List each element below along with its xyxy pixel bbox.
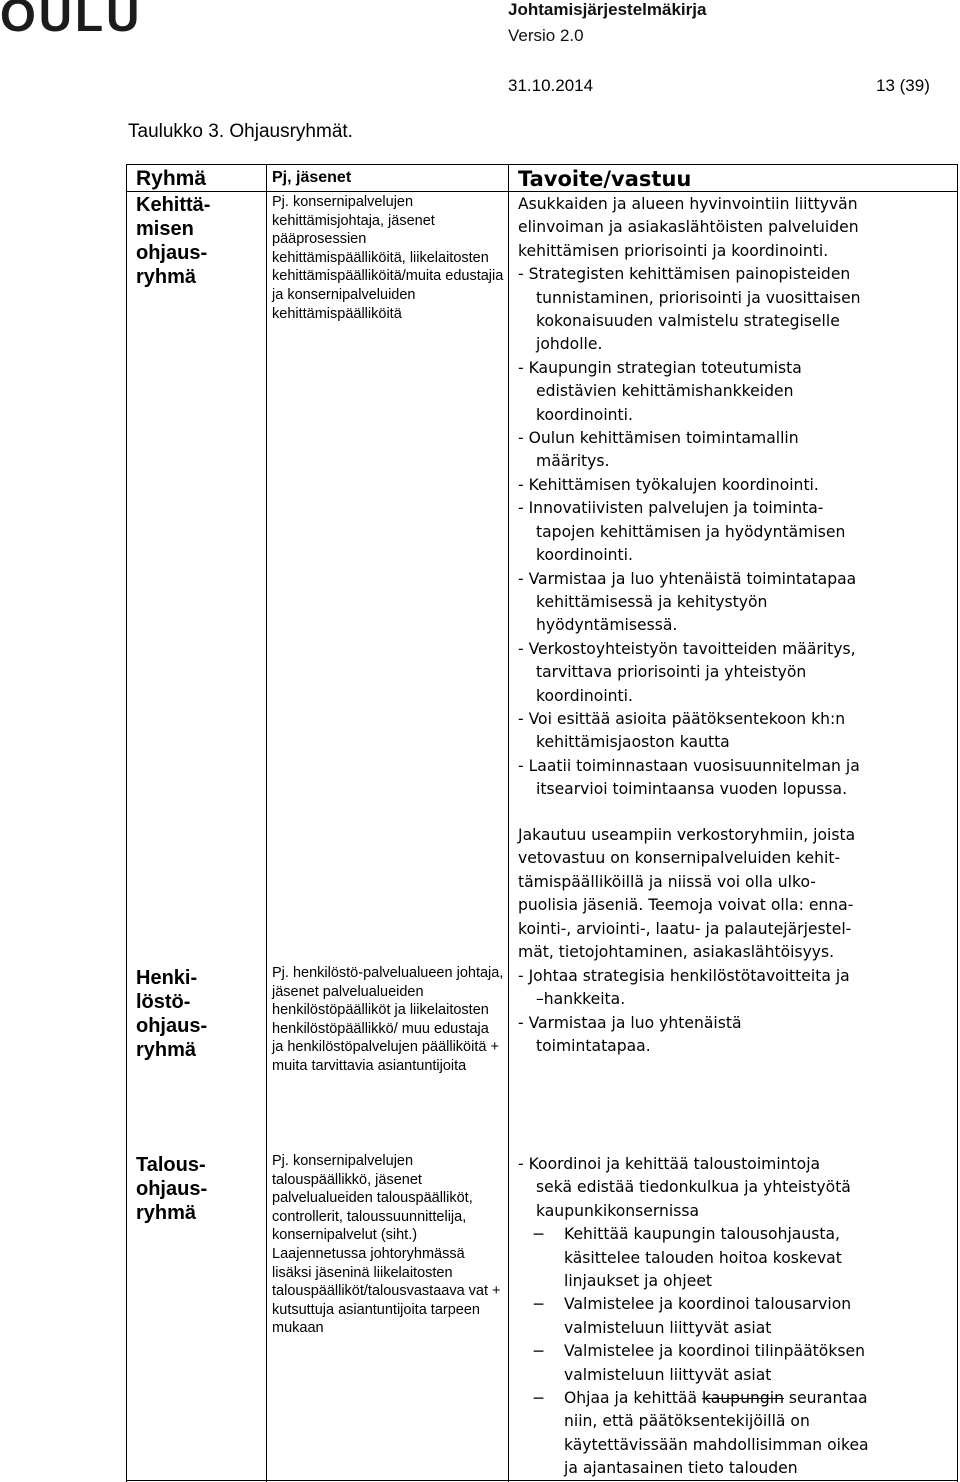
goal-line: - Verkostoyhteistyön tavoitteiden määritys, [518,639,856,658]
column-header-goals: Tavoite/vastuu [518,167,692,191]
goal-line: johdolle. [536,335,603,354]
goal-line: valmisteluun liittyvät asiat [564,1365,772,1384]
column-divider-2 [508,164,509,1482]
goal-line: - Kehittämisen työkalujen koordinointi. [518,475,819,494]
column-header-group: Ryhmä [136,167,207,190]
column-header-members: Pj, jäsenet [272,169,352,186]
goal-line: vetovastuu on konsernipalveluiden kehit- [518,849,841,868]
goal-line: edistävien kehittämishankkeiden [536,382,794,401]
table-top-border [126,164,958,165]
document-version: Versio 2.0 [508,26,584,45]
goal-line: niin, että päätöksentekijöillä on [564,1412,810,1431]
goal-line: - Kaupungin strategian toteutumista [518,358,802,377]
goal-line: käsittelee talouden hoitoa koskevat [564,1248,842,1267]
document-title: Johtamisjärjestelmäkirja [508,0,707,19]
goal-line: mät, tietojohtaminen, asiakaslähtöisyys. [518,943,835,962]
goal-line: − Kehittää kaupungin talousohjausta, [518,1223,958,1246]
goal-line: hyödyntämisessä. [536,616,678,635]
goal-line: − Ohjaa ja kehittää kaupungin seurantaa [518,1387,958,1410]
goal-line: kokonaisuuden valmistelu strategiselle [536,312,840,331]
goal-line: - Strategisten kehittämisen painopisteiden [518,265,851,284]
dash-bullet: − [532,1225,546,1244]
goal-line: - Varmistaa ja luo yhtenäistä toimintatapaa [518,569,857,588]
goal-line: kehittämisessä ja kehitystyön [536,592,768,611]
group-goals [518,193,958,802]
goal-line: - Varmistaa ja luo yhtenäistä [518,1013,742,1032]
goal-line: käytettävissään mahdollisimman oikea [564,1435,869,1454]
dash-bullet: − [532,1389,546,1408]
goal-line: toimintatapaa. [536,1037,651,1056]
page-number: 13 (39) [876,76,930,95]
group-name: Talous- ohjaus- ryhmä [136,1154,208,1224]
goal-line: –hankkeita. [536,990,626,1009]
goal-line: elinvoiman ja asiakaslähtöisten palveluiden [518,218,859,237]
struck-text: kaupungin [701,1389,784,1408]
goal-line: tarvittava priorisointi ja yhteistyön [536,663,807,682]
goal-line: valmisteluun liittyvät asiat [564,1318,772,1337]
goal-line: - Laatii toiminnastaan vuosisuunnitelman ja [518,756,860,775]
group-name: Kehittä- misen ohjaus- ryhmä [136,194,211,288]
goal-line: tämispäälliköillä ja niissä voi olla ulko- [518,872,816,891]
column-divider-1 [266,164,267,1482]
goal-line: puolisia jäseniä. Teemoja voivat olla: enna- [518,896,854,915]
goal-line: tapojen kehittämisen ja hyödyntämisen [536,522,846,541]
group-members: Pj. konsernipalvelujen kehittämisjohtaja, jäsenet pääprosessien kehittämispäälliköitä, liikelaitosten kehittämispäälliköitä/muita edustajia ja konsernipalveluiden kehittämispäälliköitä [272,194,504,322]
goal-line: koordinointi. [536,405,633,424]
goal-line: koordinointi. [536,546,633,565]
goal-line: itsearvioi toimintaansa vuoden lopussa. [536,780,848,799]
group-goals-note [518,824,958,964]
table-left-border [126,164,127,1482]
goal-line: - Koordinoi ja kehittää taloustoimintoja [518,1155,821,1173]
goal-line: Jakautuu useampiin verkostoryhmiin, joista [518,826,856,844]
goal-line: kehittämisjaoston kautta [536,733,730,752]
goal-line: linjaukset ja ohjeet [564,1272,713,1291]
goal-line: ja ajantasainen tieto talouden [564,1459,798,1478]
goal-line: kointi-, arviointi-, laatu- ja palautejärjestel- [518,919,852,938]
table-caption: Taulukko 3. Ohjausryhmät. [128,121,353,142]
dash-bullet: − [532,1342,546,1361]
goal-line: Asukkaiden ja alueen hyvinvointiin liittyvän [518,195,858,213]
goal-line: - Innovatiivisten palvelujen ja toiminta- [518,499,824,518]
goal-line: − Valmistelee ja koordinoi tilinpäätöksen [518,1340,958,1363]
document-date: 31.10.2014 [508,76,594,95]
group-name: Henki- löstö- ohjaus- ryhmä [136,967,208,1061]
goal-line: - Oulun kehittämisen toimintamallin [518,429,799,448]
goal-line: − Valmistelee ja koordinoi talousarvion [518,1293,958,1316]
goal-line: kaupunkikonsernissa [536,1201,699,1220]
group-members: Pj. konsernipalvelujen talouspäällikkö, jäsenet palvelualueiden talouspäälliköt, controllerit, taloussuunnittelija, konsernipalvelut (siht.) Laajennetussa johtoryhmässä lisäksi jäseninä liikelaitosten talouspäälliköt/talousvastaava vat + kutsuttuja asiantuntijoita tarpeen mukaan [272,1153,501,1337]
goal-line: sekä edistää tiedonkulkua ja yhteistyötä [536,1178,851,1197]
dash-bullet: − [532,1295,546,1314]
goal-line: kehittämisen priorisointi ja koordinointi. [518,241,829,260]
group-goals [518,965,958,1059]
goal-line: koordinointi. [536,686,633,705]
goal-line: - Voi esittää asioita päätöksentekoon kh:n [518,709,846,728]
oulu-logo: OULU [0,0,143,41]
goal-line: määritys. [536,452,610,471]
header-bottom-border [126,191,958,192]
group-members: Pj. henkilöstö-palvelualueen johtaja, jäsenet palvelualueiden henkilöstöpäälliköt ja liikelaitosten henkilöstöpäällikkö/ muu edustaja ja henkilöstöpalvelujen päälliköitä + muita tarvittavia asiantuntijoita [272,965,504,1074]
group-goals [518,1153,958,1481]
goal-line: - Johtaa strategisia henkilöstötavoitteita ja [518,967,850,985]
goal-line: tunnistaminen, priorisointi ja vuosittaisen [536,288,861,307]
